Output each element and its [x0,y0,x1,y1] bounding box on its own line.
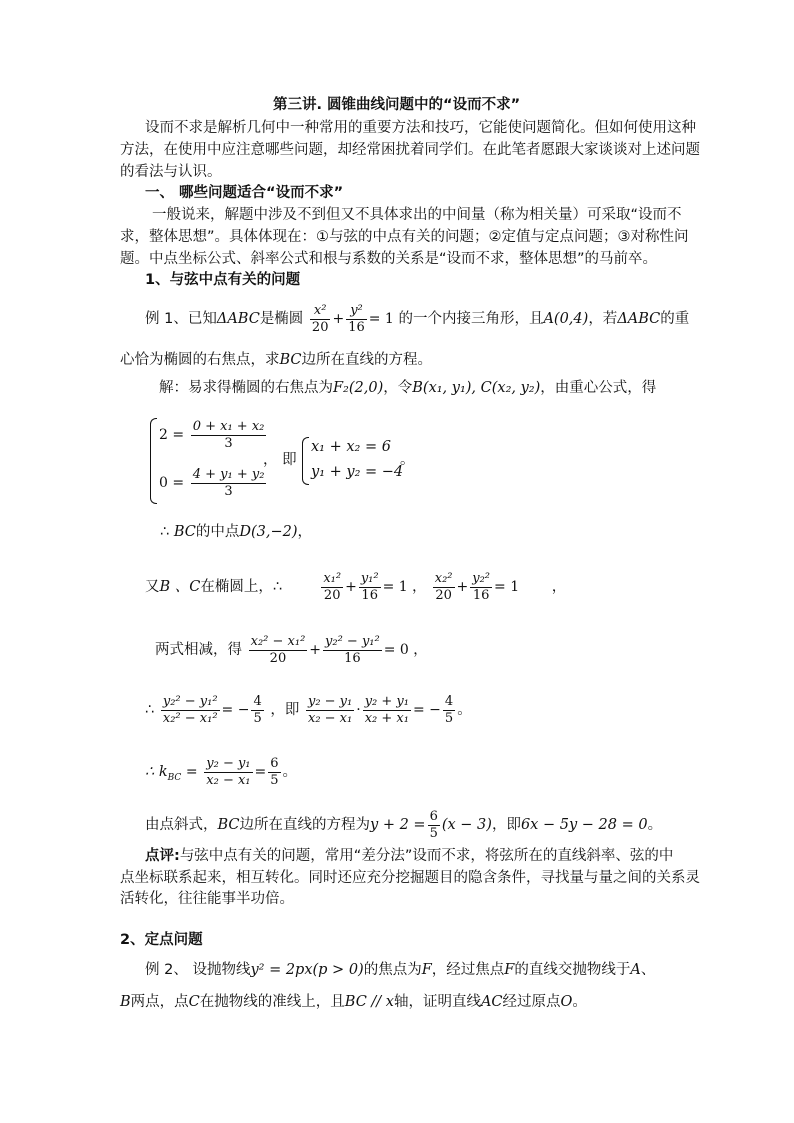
section-heading-1: 一、 哪些问题适合“设而不求” [145,185,344,201]
intro-line-3: 的看法与认识。 [120,164,222,180]
on-ellipse-line: 又B 、C在椭圆上，∴ $\frac{\text{x₁²}}{20}$ + $\frac{\text{y₁²}}{16}$ = 1 ， $\frac{\text{x₂²}}{20}$ + $\frac{\text{y₂²}}{16}$ = 1 ， [145,570,567,603]
system-ji: ， 即 [263,452,297,468]
midpoint-line: ∴ BC的中点D(3,−2)， [160,524,313,540]
section1-line-2: 求，整体思想”。具体体现在：①与弦的中点有关的问题；②定值与定点问题；③对称性问 [120,229,689,245]
comment-line-3: 活转化，往往能事半功倍。 [120,891,294,907]
comment-label: 点评: [145,848,180,864]
example-2-line-2: B两点，点C在抛物线的准线上，且BC // x轴，证明直线AC经过原点O。 [120,994,587,1010]
fraction-y2-over-16: $\frac{\text{y²}}{16}$ [348,302,365,335]
system-eq-2: 0 = $\frac{\text{4 + y₁ + y₂}}{3}$ [159,466,265,499]
example-2-line-1: 例 2、 设抛物线y² = 2px(p > 0)的焦点为F，经过焦点F的直线交抛物线于A、 [145,962,656,978]
intro-line-2: 方法，在使用中应注意哪些问题，却经常困扰着同学们。在此笔者愿跟大家谈谈对上述问题 [120,142,700,158]
kbc-line: ∴ $k_{BC}$ = $\frac{\text{y₂ − y₁}}{\text{x₂ − x₁}}$ = $\frac{6}{5}$ 。 [145,755,298,788]
left-brace-2 [302,437,309,485]
intro-line-1: 设而不求是解析几何中一种常用的重要方法和技巧，它能使问题简化。但如何使用这种 [145,120,696,136]
subsection-heading-1: 1、与弦中点有关的问题 [145,272,301,288]
section1-line-3: 题。中点坐标公式、斜率公式和根与系数的关系是“设而不求，整体思想”的马前卒。 [120,251,658,267]
subtract-line: 两式相减，得 $\frac{\text{x₂² − x₁²}}{20}$ + $\frac{\text{y₂² − y₁²}}{16}$ = 0 ， [155,633,428,666]
subsection-heading-2: 2、定点问题 [120,932,203,948]
comment-line-1: 点评:与弦中点有关的问题，常用“差分法”设而不求，将弦所在的直线斜率、弦的中 [145,848,674,864]
comment-line-2: 点坐标联系起来，相互转化。同时还应充分挖掘题目的隐含条件，寻找量与量之间的关系灵 [120,870,700,886]
line-equation: 由点斜式，BC边所在直线的方程为y + 2 = $\frac{6}{5}$ (x − 3)，即6x − 5y − 28 = 0。 [145,808,663,841]
solution-line-1: 解：易求得椭圆的右焦点为F₂(2,0)，令B(x₁, y₁), C(x₂, y₂)，由重心公式，得 [159,380,657,396]
example-1-line-1: 例 1、已知ΔABC是椭圆 $\frac{\text{x²}}{20}$ + $\frac{\text{y²}}{16}$ = 1 的一个内接三角形，且A(0,4)，若ΔABC的重 [145,302,690,335]
system-end: 。 [400,452,415,468]
system-eq-1: 2 = $\frac{\text{0 + x₁ + x₂}}{3}$ [159,418,265,451]
system-result-1: x₁ + x₂ = 6 [311,439,391,455]
example-1-line-2: 心恰为椭圆的右焦点，求BC边所在直线的方程。 [120,352,433,368]
ratio-line: ∴ $\frac{\text{y₂² − y₁²}}{\text{x₂² − x₁²}}$ = − $\frac{4}{5}$ ，即 $\frac{\text{y₂ − y₁}}{\text{x₂ − x₁}}$ · $\frac{\text{y₂ + y₁}}{\text{x₂ + x₁}}$ = − $\frac{4}{5}$ 。 [145,693,472,726]
page-title: 第三讲. 圆锥曲线问题中的“设而不求” [273,97,521,113]
left-brace-1 [150,418,157,504]
fraction-x2-over-20: $\frac{\text{x²}}{20}$ [311,302,329,335]
system-result-2: y₁ + y₂ = −4 [311,464,404,480]
section1-line-1: 一般说来，解题中涉及不到但又不具体求出的中间量（称为相关量）可采取“设而不 [152,207,682,223]
